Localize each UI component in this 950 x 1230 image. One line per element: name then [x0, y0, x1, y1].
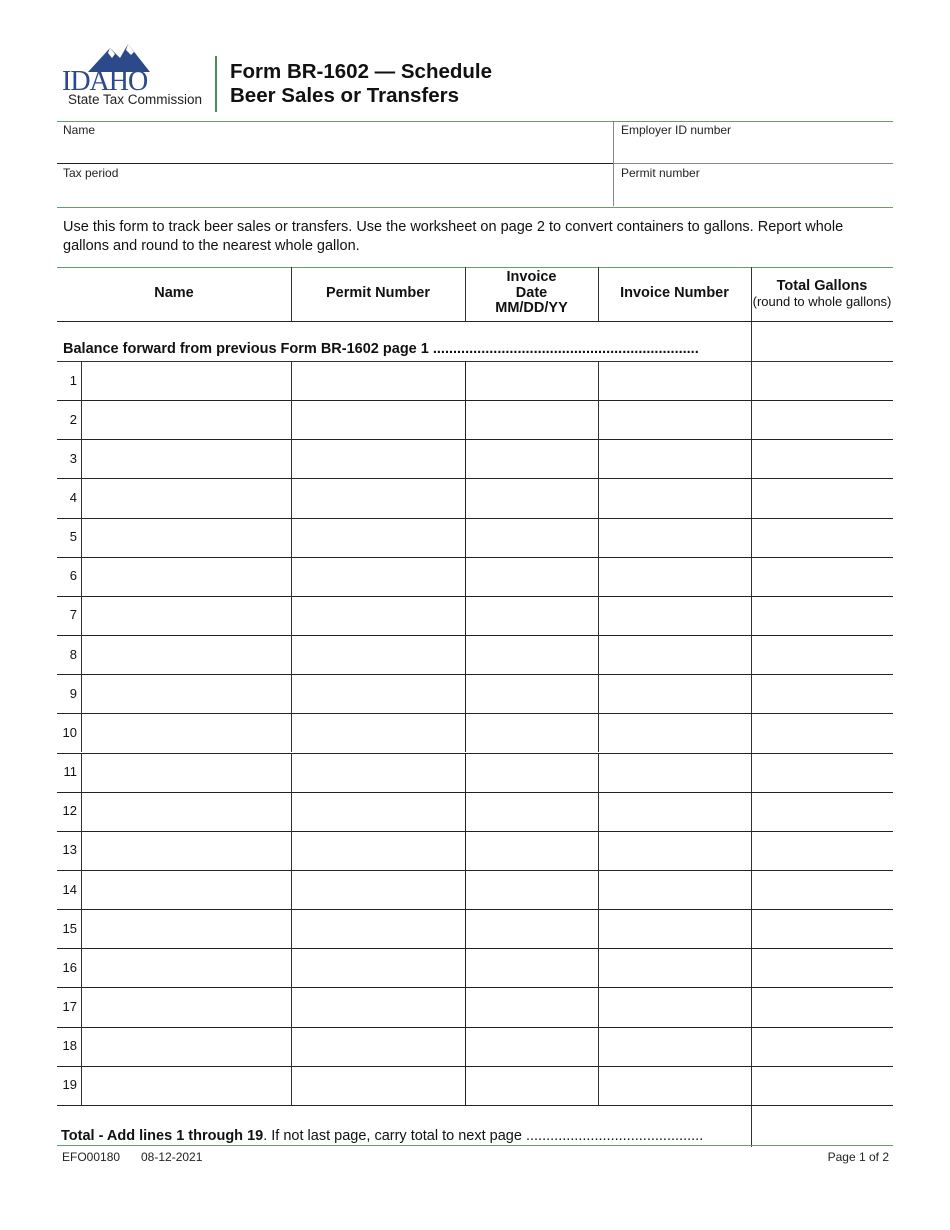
- name-field[interactable]: [63, 141, 603, 159]
- row-gallons-field[interactable]: [754, 1031, 894, 1062]
- row-invoice-number-field[interactable]: [601, 443, 752, 474]
- balance-forward-label: Balance forward from previous Form BR-1602 page 1 ..................................................................: [63, 341, 699, 357]
- row-column-divider: [81, 870, 82, 909]
- row-column-divider: [81, 635, 82, 674]
- schedule-table: [57, 267, 893, 1147]
- table-row: [57, 792, 893, 831]
- row-gallons-field[interactable]: [754, 404, 894, 435]
- table-row: [57, 439, 893, 478]
- row-gallons-field[interactable]: [754, 717, 894, 748]
- row-gallons-field[interactable]: [754, 874, 894, 905]
- row-invoice-date-field[interactable]: [468, 639, 599, 670]
- row-invoice-number-field[interactable]: [601, 1070, 752, 1101]
- row-column-divider: [81, 400, 82, 439]
- row-permit-field[interactable]: [294, 482, 466, 513]
- table-row: [57, 909, 893, 948]
- row-invoice-date-field[interactable]: [468, 443, 599, 474]
- row-name-field[interactable]: [84, 874, 292, 905]
- row-invoice-number-field[interactable]: [601, 874, 752, 905]
- row-permit-field[interactable]: [294, 639, 466, 670]
- row-rule: [57, 557, 893, 558]
- row-column-divider: [81, 713, 82, 752]
- row-gallons-field[interactable]: [754, 482, 894, 513]
- row-invoice-number-field[interactable]: [601, 404, 752, 435]
- row-permit-field[interactable]: [294, 796, 466, 827]
- row-name-field[interactable]: [84, 913, 292, 944]
- table-row: [57, 831, 893, 870]
- idaho-logo: [58, 42, 208, 112]
- row-rule: [57, 478, 893, 479]
- row-invoice-number-field[interactable]: [601, 365, 752, 396]
- total-label: Total - Add lines 1 through 19. If not last page, carry total to next page ............................................: [61, 1128, 704, 1144]
- row-column-divider: [81, 1027, 82, 1066]
- row-rule: [57, 713, 893, 714]
- row-name-field[interactable]: [84, 365, 292, 396]
- row-rule: [57, 1066, 893, 1067]
- row-permit-field[interactable]: [294, 874, 466, 905]
- row-invoice-number-field[interactable]: [601, 913, 752, 944]
- row-gallons-field[interactable]: [754, 678, 894, 709]
- row-column-divider: [81, 831, 82, 870]
- form-code: EFO00180: [62, 1150, 121, 1164]
- employer-id-field[interactable]: [621, 141, 886, 159]
- row-gallons-field[interactable]: [754, 522, 894, 553]
- row-rule: [57, 400, 893, 401]
- header-divider: [215, 56, 217, 112]
- tax-period-label: Tax period: [63, 166, 119, 180]
- row-number: 12: [62, 803, 77, 819]
- row-invoice-number-field[interactable]: [601, 639, 752, 670]
- row-invoice-number-field[interactable]: [601, 757, 752, 788]
- row-rule: [57, 948, 893, 949]
- row-name-field[interactable]: [84, 404, 292, 435]
- logo-subtitle: State Tax Commission: [68, 92, 203, 107]
- mountain-logo-icon: [58, 42, 208, 94]
- row-number: 15: [62, 920, 77, 936]
- row-name-field[interactable]: [84, 1070, 292, 1101]
- row-rule: [57, 909, 893, 910]
- row-gallons-field[interactable]: [754, 757, 894, 788]
- tax-period-field[interactable]: [63, 184, 603, 202]
- row-column-divider: [81, 753, 82, 792]
- row-name-field[interactable]: [84, 835, 292, 866]
- row-invoice-date-field[interactable]: [468, 913, 599, 944]
- row-number: 7: [69, 607, 77, 623]
- row-permit-field[interactable]: [294, 991, 466, 1022]
- row-gallons-field[interactable]: [754, 1070, 894, 1101]
- row-name-field[interactable]: [84, 678, 292, 709]
- row-column-divider: [81, 518, 82, 557]
- table-row: [57, 987, 893, 1026]
- table-row: [57, 361, 893, 400]
- row-invoice-date-field[interactable]: [468, 991, 599, 1022]
- table-row: [57, 596, 893, 635]
- row-permit-field[interactable]: [294, 1070, 466, 1101]
- col-header-invoice-date: Invoice Date MM/DD/YY: [495, 269, 568, 316]
- row-permit-field[interactable]: [294, 678, 466, 709]
- row-rule: [57, 635, 893, 636]
- row-invoice-date-field[interactable]: [468, 757, 599, 788]
- row-invoice-date-field[interactable]: [468, 561, 599, 592]
- row-invoice-date-field[interactable]: [468, 522, 599, 553]
- row-invoice-number-field[interactable]: [601, 561, 752, 592]
- row-gallons-field[interactable]: [754, 991, 894, 1022]
- row-name-field[interactable]: [84, 561, 292, 592]
- row-invoice-date-field[interactable]: [468, 835, 599, 866]
- row-invoice-date-field[interactable]: [468, 796, 599, 827]
- instructions: Use this form to track beer sales or transfers. Use the worksheet on page 2 to convert containers to gallons. Report whole gallons and round to the nearest whole gallon.: [63, 219, 844, 254]
- row-name-field[interactable]: [84, 639, 292, 670]
- row-column-divider: [81, 557, 82, 596]
- row-invoice-number-field[interactable]: [601, 482, 752, 513]
- revision-date: 08-12-2021: [141, 1150, 203, 1164]
- table-row: [57, 557, 893, 596]
- table-row: [57, 674, 893, 713]
- row-number: 8: [69, 646, 77, 662]
- row-rule: [57, 831, 893, 832]
- row-rule: [57, 1027, 893, 1028]
- table-row: [57, 1027, 893, 1066]
- row-permit-field[interactable]: [294, 952, 466, 983]
- row-name-field[interactable]: [84, 482, 292, 513]
- row-name-field[interactable]: [84, 757, 292, 788]
- row-name-field[interactable]: [84, 522, 292, 553]
- row-column-divider: [81, 948, 82, 987]
- row-name-field[interactable]: [84, 717, 292, 748]
- row-rule: [57, 753, 893, 754]
- row-rule: [57, 987, 893, 988]
- table-row: [57, 635, 893, 674]
- row-invoice-number-field[interactable]: [601, 600, 752, 631]
- row-permit-field[interactable]: [294, 913, 466, 944]
- col-header-total-sub: (round to whole gallons): [752, 294, 892, 309]
- row-gallons-field[interactable]: [754, 443, 894, 474]
- row-permit-field[interactable]: [294, 1031, 466, 1062]
- row-number: 17: [62, 998, 77, 1014]
- row-column-divider: [81, 361, 82, 400]
- row-number: 14: [62, 881, 77, 897]
- permit-number-label: Permit number: [621, 166, 700, 180]
- row-column-divider: [81, 439, 82, 478]
- row-name-field[interactable]: [84, 991, 292, 1022]
- row-gallons-field[interactable]: [754, 600, 894, 631]
- balance-forward-gallons[interactable]: [755, 325, 897, 357]
- row-name-field[interactable]: [84, 443, 292, 474]
- row-invoice-date-field[interactable]: [468, 717, 599, 748]
- info-divider-right: [614, 163, 893, 164]
- row-column-divider: [81, 478, 82, 517]
- page-number: Page 1 of 2: [827, 1150, 889, 1164]
- info-column-divider: [613, 122, 614, 206]
- row-permit-field[interactable]: [294, 757, 466, 788]
- row-rule: [57, 439, 893, 440]
- row-gallons-field[interactable]: [754, 561, 894, 592]
- row-invoice-date-field[interactable]: [468, 678, 599, 709]
- row-gallons-field[interactable]: [754, 639, 894, 670]
- row-column-divider: [81, 674, 82, 713]
- rows-bottom-rule: [57, 1105, 893, 1106]
- table-row: [57, 948, 893, 987]
- col-header-total-gallons: Total Gallons (round to whole gallons): [752, 278, 892, 309]
- row-rule: [57, 361, 893, 362]
- title-line-2: Beer Sales or Transfers: [230, 84, 460, 107]
- row-rule: [57, 792, 893, 793]
- row-gallons-field[interactable]: [754, 796, 894, 827]
- permit-number-field[interactable]: [621, 184, 886, 202]
- row-invoice-number-field[interactable]: [601, 678, 752, 709]
- row-gallons-field[interactable]: [754, 952, 894, 983]
- col-header-invoice-number: Invoice Number: [620, 285, 729, 301]
- employer-id-label: Employer ID number: [621, 123, 732, 137]
- row-number: 3: [69, 450, 77, 466]
- row-rule: [57, 870, 893, 871]
- row-number: 10: [62, 724, 77, 740]
- row-number: 6: [69, 568, 77, 584]
- info-divider-left: [57, 163, 614, 164]
- row-number: 13: [62, 842, 77, 858]
- row-number: 18: [62, 1038, 77, 1054]
- row-invoice-number-field[interactable]: [601, 522, 752, 553]
- row-number: 16: [62, 959, 77, 975]
- logo-wordmark: IDAHO: [62, 66, 148, 94]
- row-gallons-field[interactable]: [754, 835, 894, 866]
- col-header-permit: Permit Number: [326, 285, 430, 301]
- row-invoice-date-field[interactable]: [468, 600, 599, 631]
- table-row: [57, 753, 893, 792]
- row-column-divider: [81, 596, 82, 635]
- row-number: 9: [69, 685, 77, 701]
- row-permit-field[interactable]: [294, 561, 466, 592]
- row-number: 2: [69, 411, 77, 427]
- row-name-field[interactable]: [84, 952, 292, 983]
- table-top-rule: [57, 267, 893, 268]
- table-bottom-rule: [57, 1145, 893, 1146]
- row-invoice-number-field[interactable]: [601, 1031, 752, 1062]
- table-row: [57, 713, 893, 752]
- row-gallons-field[interactable]: [754, 913, 894, 944]
- name-label: Name: [63, 123, 96, 137]
- row-column-divider: [81, 792, 82, 831]
- row-invoice-date-field[interactable]: [468, 365, 599, 396]
- row-column-divider: [81, 987, 82, 1026]
- row-invoice-date-field[interactable]: [468, 482, 599, 513]
- row-invoice-number-field[interactable]: [601, 835, 752, 866]
- row-number: 11: [63, 764, 77, 780]
- row-permit-field[interactable]: [294, 404, 466, 435]
- row-gallons-field[interactable]: [754, 365, 894, 396]
- row-invoice-number-field[interactable]: [601, 717, 752, 748]
- table-row: [57, 870, 893, 909]
- row-number: 5: [69, 529, 77, 545]
- col-header-name: Name: [154, 285, 194, 301]
- row-permit-field[interactable]: [294, 600, 466, 631]
- page-title: [230, 60, 492, 108]
- table-row: [57, 478, 893, 517]
- table-row: [57, 400, 893, 439]
- row-number: 1: [69, 372, 77, 388]
- row-invoice-number-field[interactable]: [601, 952, 752, 983]
- row-name-field[interactable]: [84, 600, 292, 631]
- row-invoice-number-field[interactable]: [601, 796, 752, 827]
- table-row: [57, 1066, 893, 1105]
- row-rule: [57, 596, 893, 597]
- row-permit-field[interactable]: [294, 522, 466, 553]
- row-number: 4: [69, 490, 77, 505]
- row-permit-field[interactable]: [294, 835, 466, 866]
- row-rule: [57, 518, 893, 519]
- table-row: [57, 518, 893, 557]
- row-number: 19: [62, 1077, 77, 1093]
- row-permit-field[interactable]: [294, 443, 466, 474]
- header-bottom-rule: [57, 321, 893, 322]
- row-name-field[interactable]: [84, 1031, 292, 1062]
- title-line-1: Form BR-1602 — Schedule: [230, 60, 493, 83]
- row-column-divider: [81, 1066, 82, 1105]
- row-name-field[interactable]: [84, 796, 292, 827]
- row-invoice-date-field[interactable]: [468, 1031, 599, 1062]
- row-invoice-date-field[interactable]: [468, 404, 599, 435]
- row-permit-field[interactable]: [294, 365, 466, 396]
- row-invoice-date-field[interactable]: [468, 1070, 599, 1101]
- row-rule: [57, 674, 893, 675]
- total-gallons-field[interactable]: [755, 1109, 897, 1143]
- row-column-divider: [81, 909, 82, 948]
- row-invoice-date-field[interactable]: [468, 952, 599, 983]
- row-invoice-number-field[interactable]: [601, 991, 752, 1022]
- row-invoice-date-field[interactable]: [468, 874, 599, 905]
- row-permit-field[interactable]: [294, 717, 466, 748]
